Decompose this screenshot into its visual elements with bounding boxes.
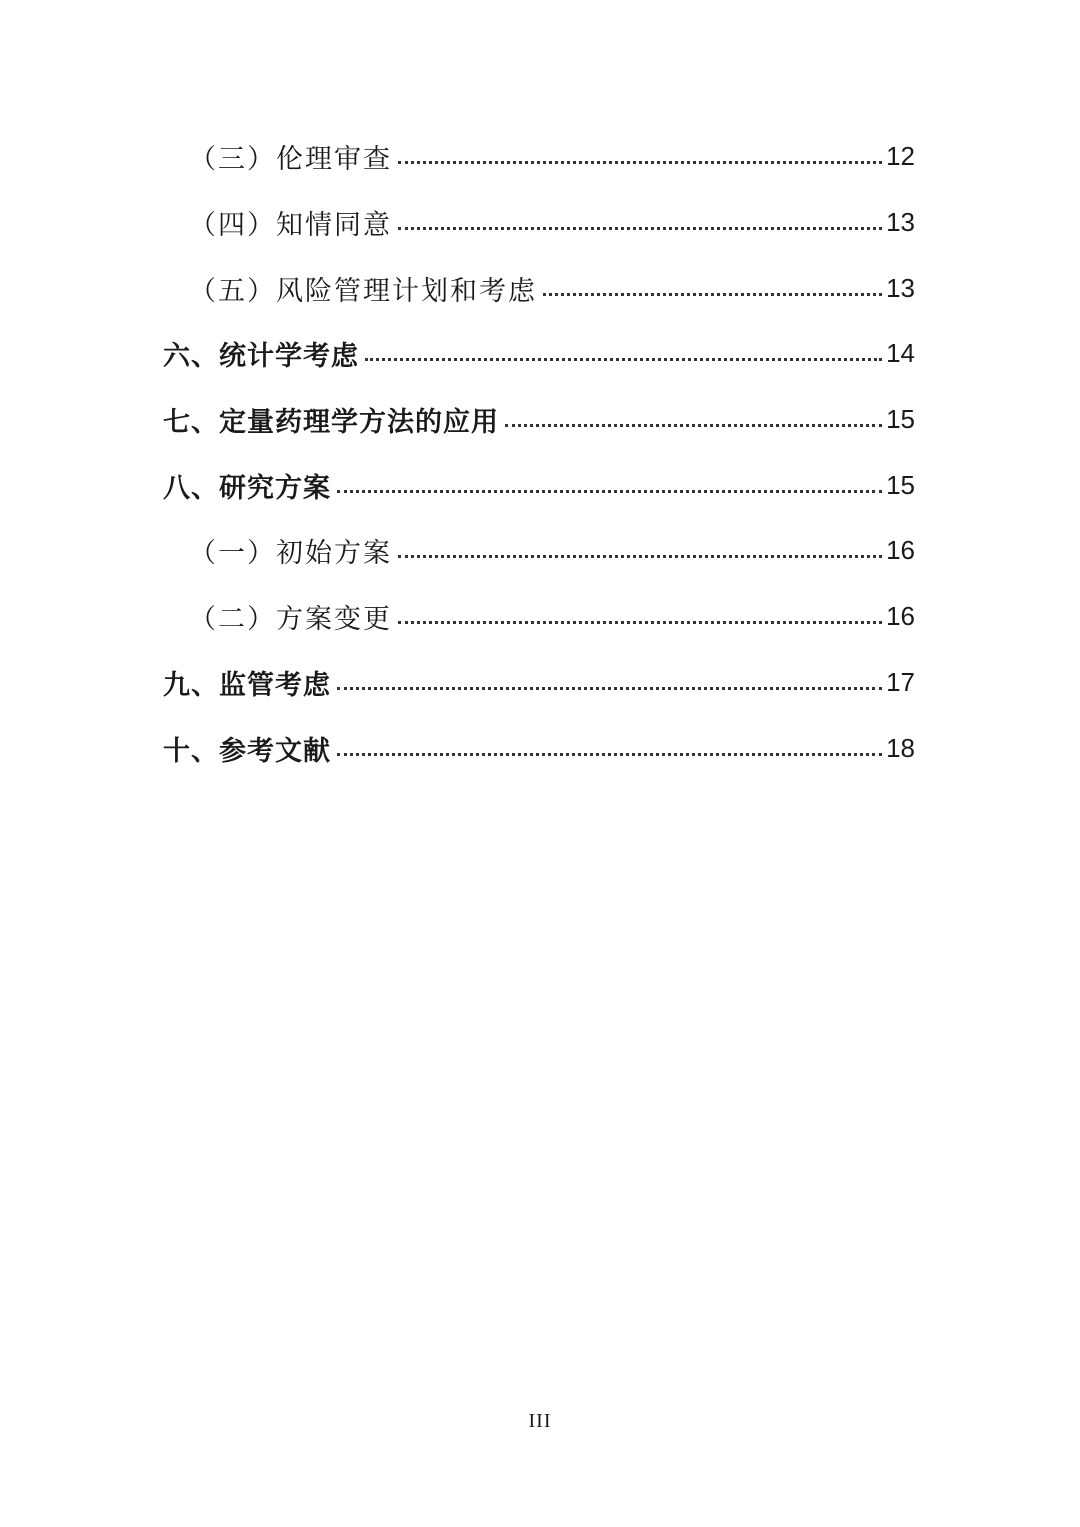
toc-entry-page: 12 [886, 141, 915, 172]
toc-entry-page: 15 [886, 404, 915, 435]
toc-entry-study-protocol[interactable] [163, 452, 915, 518]
table-of-contents [163, 124, 915, 781]
toc-entry-initial-protocol[interactable] [163, 518, 915, 584]
toc-entry-label: （一）初始方案 [189, 538, 392, 570]
dot-leader [398, 227, 882, 230]
toc-entry-label: 十、参考文献 [163, 735, 331, 767]
toc-entry-quantitative-pharmacology[interactable] [163, 387, 915, 453]
toc-entry-label: （三）伦理审查 [189, 144, 392, 176]
toc-entry-label: （五）风险管理计划和考虑 [189, 275, 537, 307]
toc-entry-ethics-review[interactable] [163, 124, 915, 190]
toc-entry-informed-consent[interactable] [163, 190, 915, 256]
toc-entry-page: 13 [886, 207, 915, 238]
toc-entry-label: 七、定量药理学方法的应用 [163, 407, 499, 439]
toc-entry-label: 八、研究方案 [163, 472, 331, 504]
dot-leader [505, 424, 882, 427]
dot-leader [398, 161, 882, 164]
dot-leader [337, 753, 882, 756]
toc-entry-label: 六、统计学考虑 [163, 341, 359, 373]
toc-entry-label: 九、监管考虑 [163, 669, 331, 701]
toc-entry-page: 17 [886, 666, 915, 697]
dot-leader [398, 555, 882, 558]
toc-entry-page: 18 [886, 732, 915, 763]
toc-entry-page: 15 [886, 469, 915, 500]
toc-entry-statistics[interactable] [163, 321, 915, 387]
toc-entry-regulatory[interactable] [163, 650, 915, 716]
dot-leader [398, 621, 882, 624]
dot-leader [337, 687, 882, 690]
page-number: III [528, 1410, 552, 1432]
toc-entry-page: 16 [886, 535, 915, 566]
toc-entry-page: 16 [886, 601, 915, 632]
toc-entry-label: （二）方案变更 [189, 604, 392, 636]
toc-entry-label: （四）知情同意 [189, 210, 392, 242]
toc-entry-protocol-amendment[interactable] [163, 584, 915, 650]
dot-leader [543, 293, 882, 296]
toc-entry-page: 14 [886, 338, 915, 369]
dot-leader [365, 358, 882, 361]
toc-entry-references[interactable] [163, 715, 915, 781]
toc-entry-risk-management[interactable] [163, 255, 915, 321]
dot-leader [337, 490, 882, 493]
toc-entry-page: 13 [886, 272, 915, 303]
